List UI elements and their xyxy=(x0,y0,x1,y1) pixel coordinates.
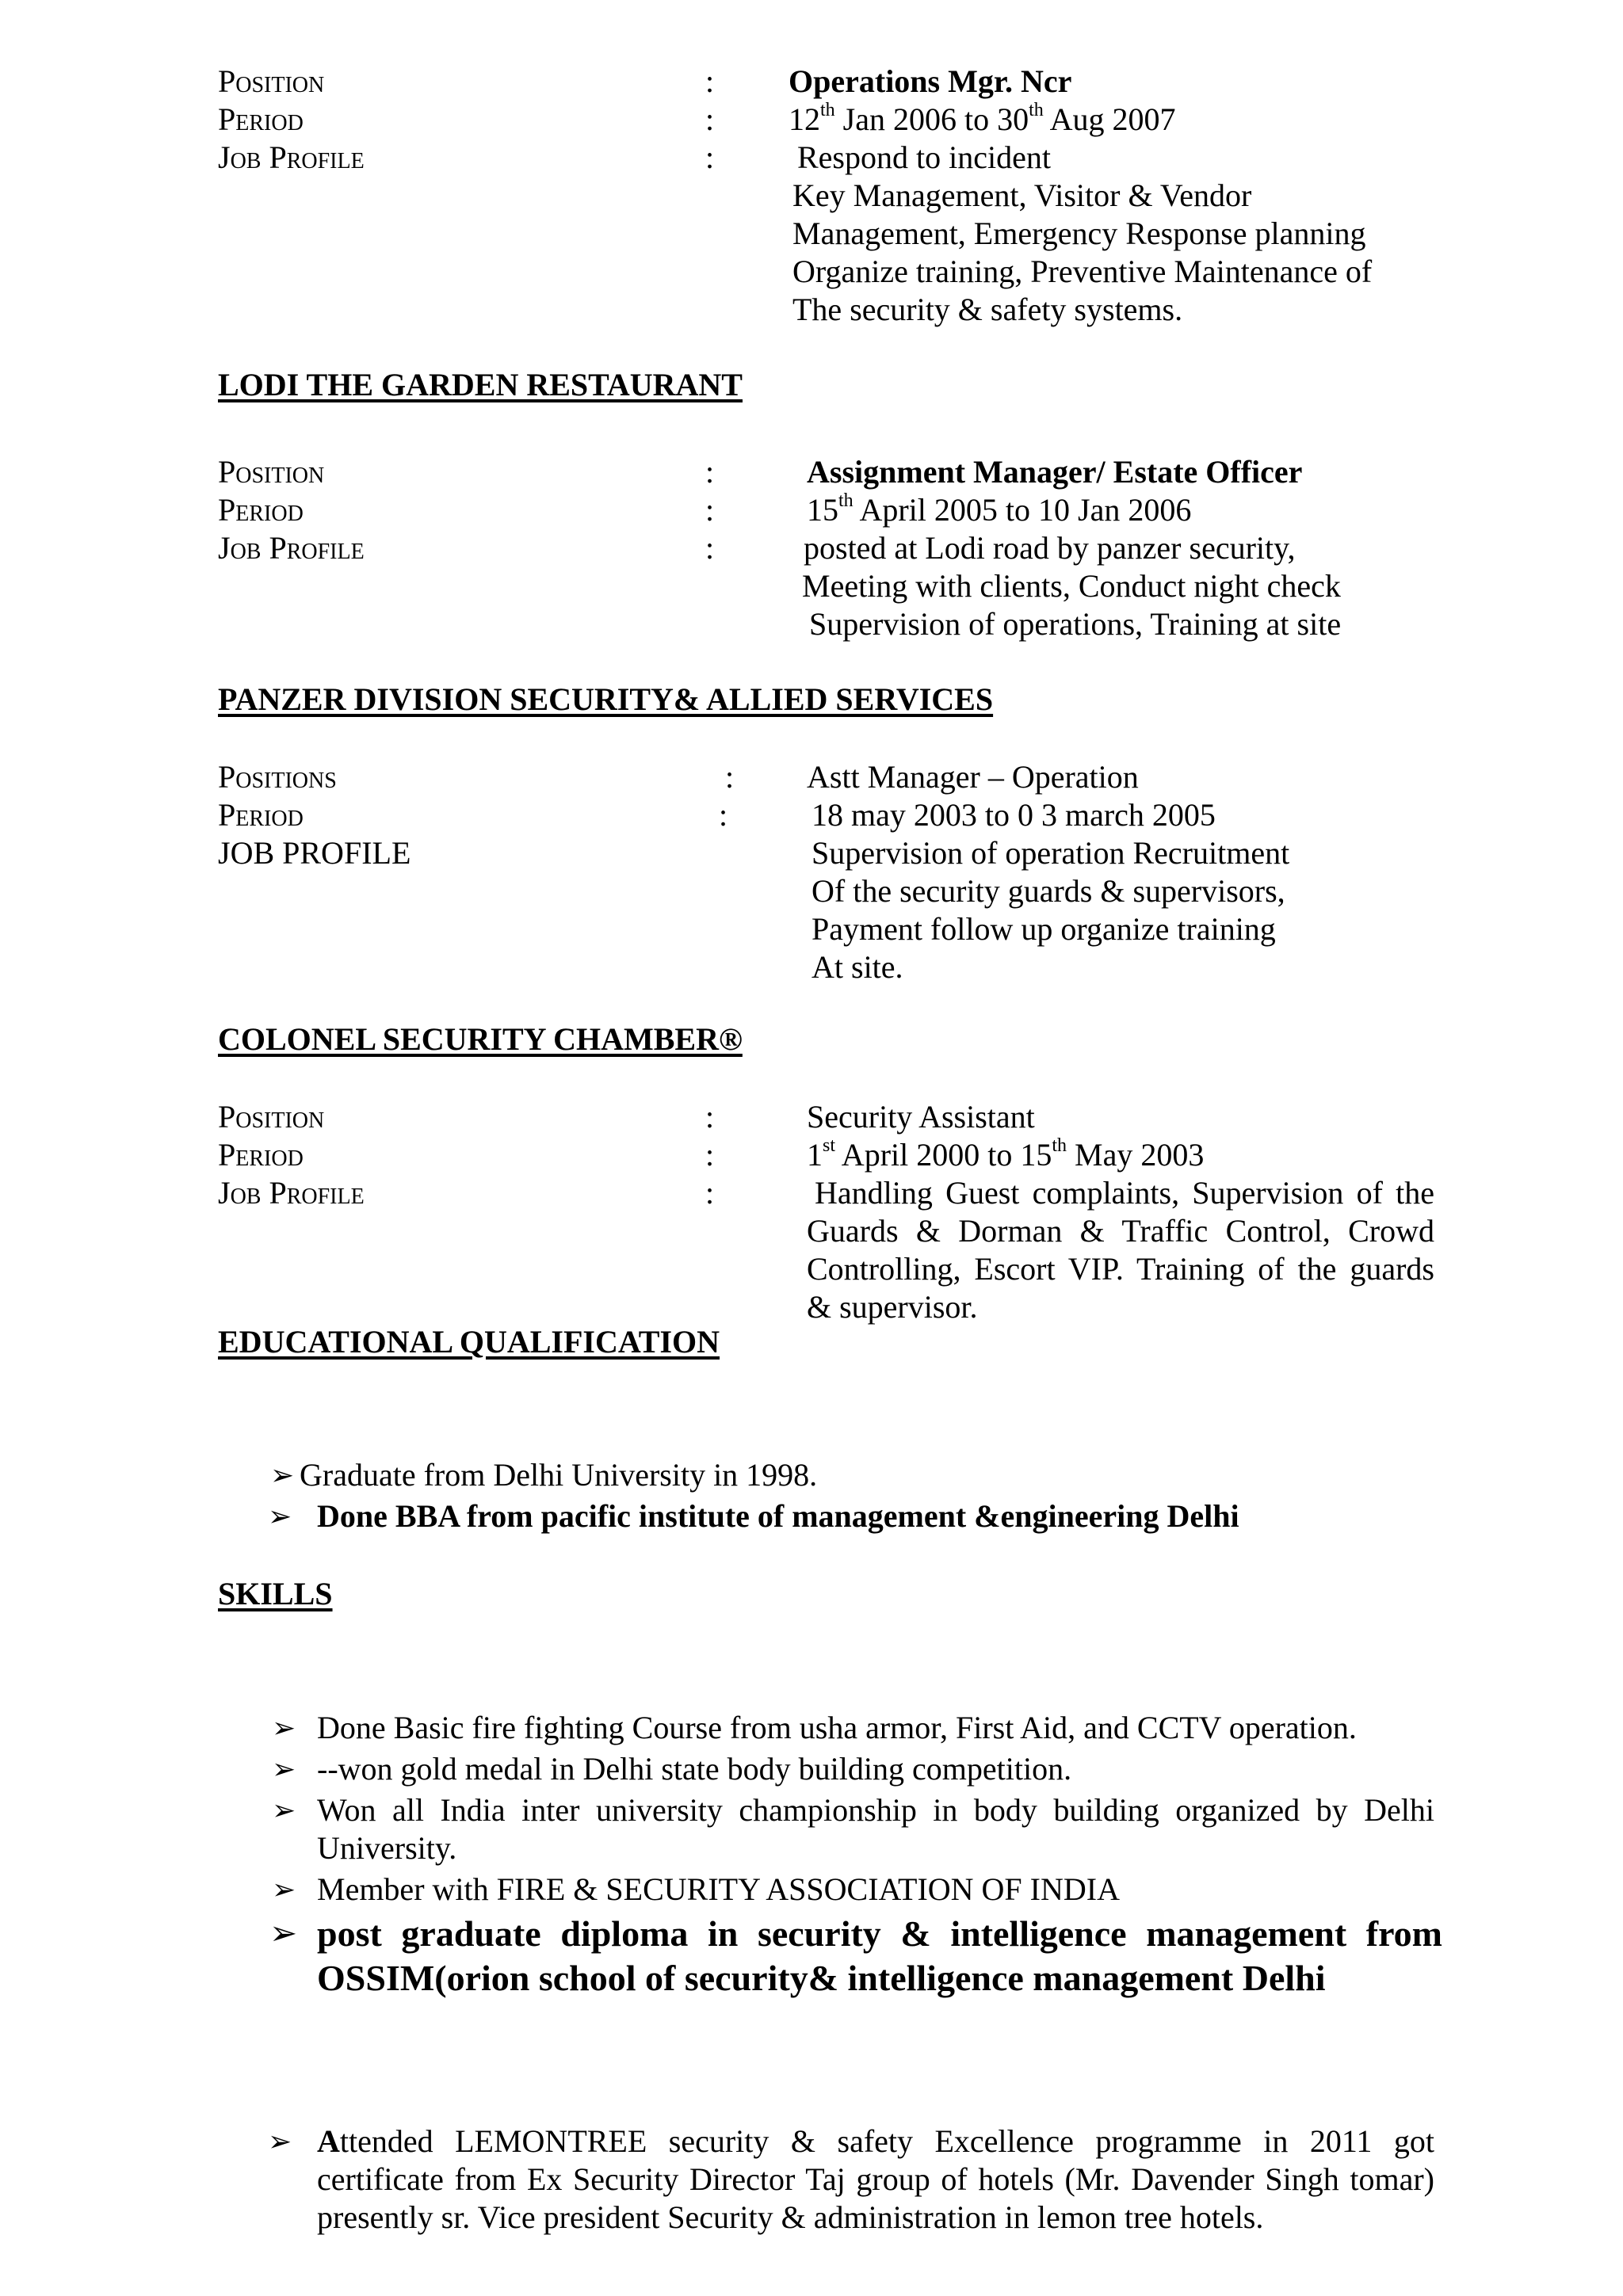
bullet-arrow-icon: ➢ xyxy=(272,1753,296,1785)
ops-position-colon: : xyxy=(705,63,715,99)
education-item: Done BBA from pacific institute of management &engineering Delhi xyxy=(317,1498,1239,1534)
ops-period-mid: Jan 2006 to 30 xyxy=(834,101,1029,137)
lodi-period-sup1: th xyxy=(838,490,854,511)
panzer-period-value: 18 may 2003 to 0 3 march 2005 xyxy=(812,797,1216,833)
colonel-period-colon: : xyxy=(705,1137,715,1173)
ops-period-colon: : xyxy=(705,101,715,137)
skills-item: Done Basic fire fighting Course from usha armor, First Aid, and CCTV operation. xyxy=(317,1710,1357,1745)
panzer-period-label: Period xyxy=(218,797,304,833)
lodi-job-line: Supervision of operations, Training at site xyxy=(809,606,1342,642)
panzer-position-colon: : xyxy=(725,759,735,795)
panzer-job-line: Payment follow up organize training xyxy=(812,911,1276,947)
ops-job-line: Organize training, Preventive Maintenance of xyxy=(792,254,1373,289)
lodi-period-label: Period xyxy=(218,492,304,528)
colonel-job-line: Guards & Dorman & Traffic Control, Crowd xyxy=(807,1213,1434,1249)
bullet-arrow-icon: ➢ xyxy=(272,1874,296,1905)
bullet-arrow-icon: ➢ xyxy=(272,1794,296,1826)
colonel-heading: COLONEL SECURITY CHAMBER® xyxy=(218,1021,743,1057)
colonel-job-line: & supervisor. xyxy=(807,1289,978,1325)
bullet-arrow-icon: ➢ xyxy=(269,1916,298,1952)
colonel-period-value xyxy=(807,1136,1204,1174)
lodi-job-colon: : xyxy=(705,530,715,566)
ops-period-sup2: th xyxy=(1029,99,1044,120)
colonel-period-end: May 2003 xyxy=(1067,1137,1205,1173)
colonel-job-line: Handling Guest complaints, Supervision of the xyxy=(815,1175,1434,1211)
education-heading: EDUCATIONAL QUALIFICATION xyxy=(218,1324,720,1360)
ops-period-label: Period xyxy=(218,101,304,137)
ops-job-line: Management, Emergency Response planning xyxy=(792,215,1366,251)
colonel-period-sup1: st xyxy=(823,1135,836,1156)
ops-job-line: The security & safety systems. xyxy=(792,292,1183,327)
ops-position-label: Position xyxy=(218,63,325,99)
colonel-period-label: Period xyxy=(218,1137,304,1173)
panzer-heading: PANZER DIVISION SECURITY& ALLIED SERVICES xyxy=(218,681,994,717)
panzer-position-label: Positions xyxy=(218,759,337,795)
ops-period-end: Aug 2007 xyxy=(1043,101,1176,137)
ops-position-value: Operations Mgr. Ncr xyxy=(789,63,1072,99)
lodi-period-value xyxy=(807,491,1191,529)
lodi-heading: LODI THE GARDEN RESTAURANT xyxy=(218,367,743,402)
skills-item-final xyxy=(317,2122,1434,2237)
lodi-job-line: posted at Lodi road by panzer security, xyxy=(804,530,1296,566)
colonel-job-line: Controlling, Escort VIP. Training of the guards xyxy=(807,1251,1434,1287)
skills-item: Member with FIRE & SECURITY ASSOCIATION OF INDIA xyxy=(317,1871,1120,1907)
education-item: Graduate from Delhi University in 1998. xyxy=(300,1457,818,1493)
ops-job-line: Key Management, Visitor & Vendor xyxy=(792,177,1252,213)
lodi-period-day1: 15 xyxy=(807,492,838,528)
colonel-period-sup2: th xyxy=(1052,1135,1067,1156)
skills-item: Won all India inter university championship in body building organized by Delhi University. xyxy=(317,1792,1434,1866)
panzer-position-value: Astt Manager – Operation xyxy=(807,759,1139,795)
bullet-arrow-icon: ➢ xyxy=(270,1459,295,1491)
panzer-period-colon: : xyxy=(719,797,728,833)
ops-job-label: Job Profile xyxy=(218,139,365,175)
colonel-position-colon: : xyxy=(705,1099,715,1135)
lodi-job-label: Job Profile xyxy=(218,530,365,566)
skills-final-text: ttended LEMONTREE security & safety Excellence programme in 2011 got certificate from Ex Security Director Taj group of hotels (Mr. Davender Singh tomar) presently sr. Vice president Security & administration in lemon tree hotels. xyxy=(317,2123,1434,2235)
skills-heading: SKILLS xyxy=(218,1576,333,1611)
colonel-period-day1: 1 xyxy=(807,1137,823,1173)
bullet-arrow-icon: ➢ xyxy=(268,1501,292,1532)
bullet-arrow-icon: ➢ xyxy=(272,1712,296,1744)
colonel-position-value: Security Assistant xyxy=(807,1099,1035,1135)
ops-period-day1: 12 xyxy=(789,101,820,137)
skills-final-first-letter: A xyxy=(317,2123,340,2159)
panzer-job-line: Supervision of operation Recruitment xyxy=(812,835,1290,871)
colonel-period-mid: April 2000 to 15 xyxy=(835,1137,1052,1173)
bullet-arrow-icon: ➢ xyxy=(268,2126,292,2157)
lodi-period-colon: : xyxy=(705,492,715,528)
colonel-job-colon: : xyxy=(705,1175,715,1211)
ops-job-colon: : xyxy=(705,139,715,175)
panzer-job-label: JOB PROFILE xyxy=(218,835,411,871)
lodi-job-line: Meeting with clients, Conduct night check xyxy=(802,568,1341,604)
colonel-position-label: Position xyxy=(218,1099,325,1135)
lodi-position-colon: : xyxy=(705,454,715,490)
ops-period-value xyxy=(789,101,1175,139)
skills-item: post graduate diploma in security & intelligence management from OSSIM(orion school of security& intelligence management Delhi xyxy=(317,1913,1442,1998)
ops-period-sup1: th xyxy=(820,99,835,120)
lodi-period-end: April 2005 to 10 Jan 2006 xyxy=(853,492,1192,528)
lodi-position-value: Assignment Manager/ Estate Officer xyxy=(807,454,1303,490)
skills-item: --won gold medal in Delhi state body building competition. xyxy=(317,1751,1072,1787)
colonel-job-label: Job Profile xyxy=(218,1175,365,1211)
panzer-job-line: Of the security guards & supervisors, xyxy=(812,873,1285,909)
lodi-position-label: Position xyxy=(218,454,325,490)
ops-job-line: Respond to incident xyxy=(797,139,1051,175)
panzer-job-line: At site. xyxy=(812,949,903,985)
